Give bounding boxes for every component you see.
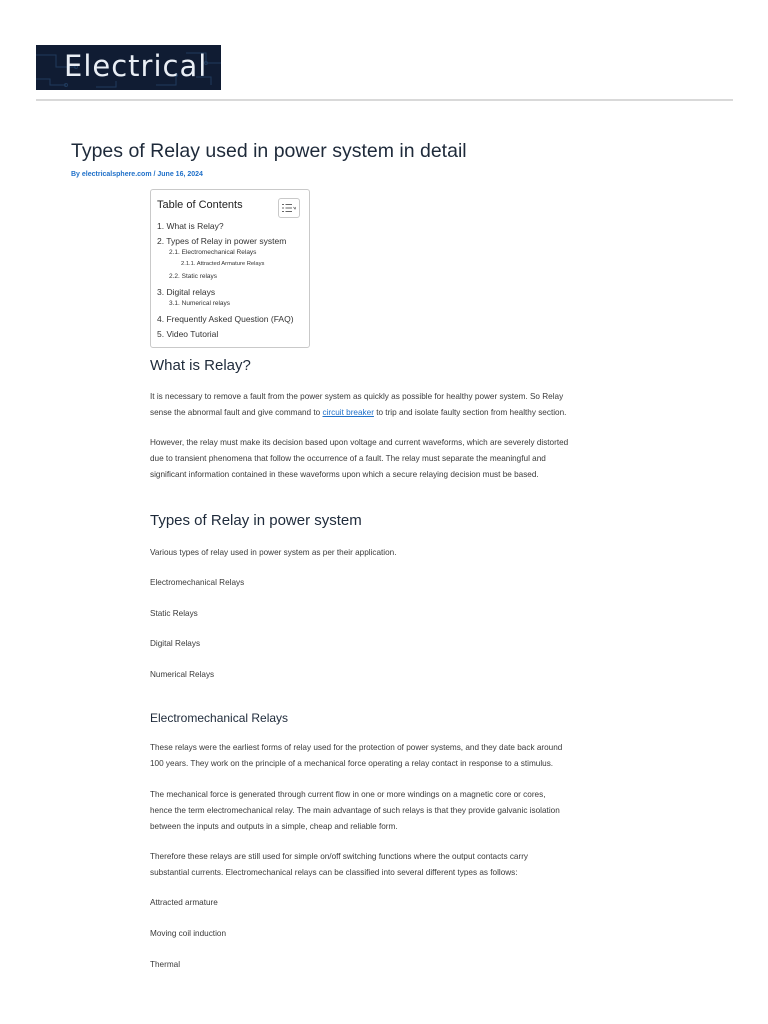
header-divider [36,99,733,101]
text-line: substantial currents. Electromechanical relays can be classified into several different types as follows: [150,868,518,877]
toc-item-static-relays[interactable]: 2.2. Static relays [169,273,218,280]
text-line: It is necessary to remove a fault from the power system as quickly as possible for healthy power system. So Relay [150,392,564,401]
paragraph-what-is-relay-1 [150,389,620,421]
toc-item-faq[interactable]: 4. Frequently Asked Question (FAQ) [157,314,294,324]
list-item-numerical: Numerical Relays [150,670,215,679]
list-item-electromechanical: Electromechanical Relays [150,578,245,587]
toc-item-electromechanical[interactable]: 2.1. Electromechanical Relays [169,249,257,256]
text-line: hence the term electromechanical relay. The main advantage of such relays is that they provide galvanic isolation [150,806,560,815]
text-line: between the inputs and outputs in a simple, cheap and reliable form. [150,822,398,831]
text-line: These relays were the earliest forms of relay used for the protection of power systems, and they date back around [150,743,563,752]
toc-item-video-tutorial[interactable]: 5. Video Tutorial [157,329,219,339]
list-item-moving-coil: Moving coil induction [150,929,227,938]
list-item-static: Static Relays [150,609,198,618]
toc-item-digital-relays[interactable]: 3. Digital relays [157,287,216,297]
toc-toggle-button[interactable] [278,198,300,218]
paragraph-what-is-relay-2 [150,435,620,483]
text-line: Therefore these relays are still used for simple on/off switching functions where the output contacts carry [150,852,529,861]
toc-item-attracted-armature[interactable]: 2.1.1. Attracted Armature Relays [181,261,265,267]
toc-title: Table of Contents [157,199,243,211]
heading-types-of-relay: Types of Relay in power system [150,512,362,529]
text-line [150,405,620,421]
toc-item-types-of-relay[interactable]: 2. Types of Relay in power system [157,236,287,246]
list-item-thermal: Thermal [150,960,181,969]
heading-electromechanical: Electromechanical Relays [150,711,289,725]
text-line: due to transient phenomena that follow the occurrence of a fault. The relay must separate the meaningful and [150,454,546,463]
text-line: The mechanical force is generated through current flow in one or more windings on a magnetic core or cores, [150,790,546,799]
text-line: However, the relay must make its decision based upon voltage and current waveforms, which are severely distorted [150,438,569,447]
post-meta [71,171,203,178]
paragraph-electromechanical-3 [150,849,620,881]
logo-text: Electrical [64,49,208,83]
text-segment: sense the abnormal fault and give command to [150,408,323,417]
site-header [0,0,768,101]
text-line: 100 years. They work on the principle of a mechanical force operating a relay contact in response to a stimulus. [150,759,554,768]
text-segment: to trip and isolate faulty section from healthy section. [373,408,567,417]
table-of-contents [150,189,310,348]
site-logo[interactable] [36,45,221,90]
date-link[interactable]: June 16, 2024 [157,171,203,178]
text-line: significant information contained in these waveforms upon which a secure relaying decision must be based. [150,470,539,479]
list-item-digital: Digital Relays [150,639,201,648]
toc-item-numerical-relays[interactable]: 3.1. Numerical relays [169,300,231,307]
meta-separator: / [151,171,158,178]
author-link[interactable]: By electricalsphere.com [71,171,152,178]
heading-what-is-relay: What is Relay? [150,357,251,374]
toc-item-what-is-relay[interactable]: 1. What is Relay? [157,221,224,231]
paragraph-types-intro: Various types of relay used in power system as per their application. [150,548,397,557]
list-item-attracted-armature: Attracted armature [150,898,218,907]
circuit-breaker-link[interactable]: circuit breaker [322,408,374,417]
paragraph-electromechanical-2 [150,787,620,835]
list-icon [282,203,296,213]
paragraph-electromechanical-1 [150,740,620,772]
post-title: Types of Relay used in power system in detail [71,140,467,162]
